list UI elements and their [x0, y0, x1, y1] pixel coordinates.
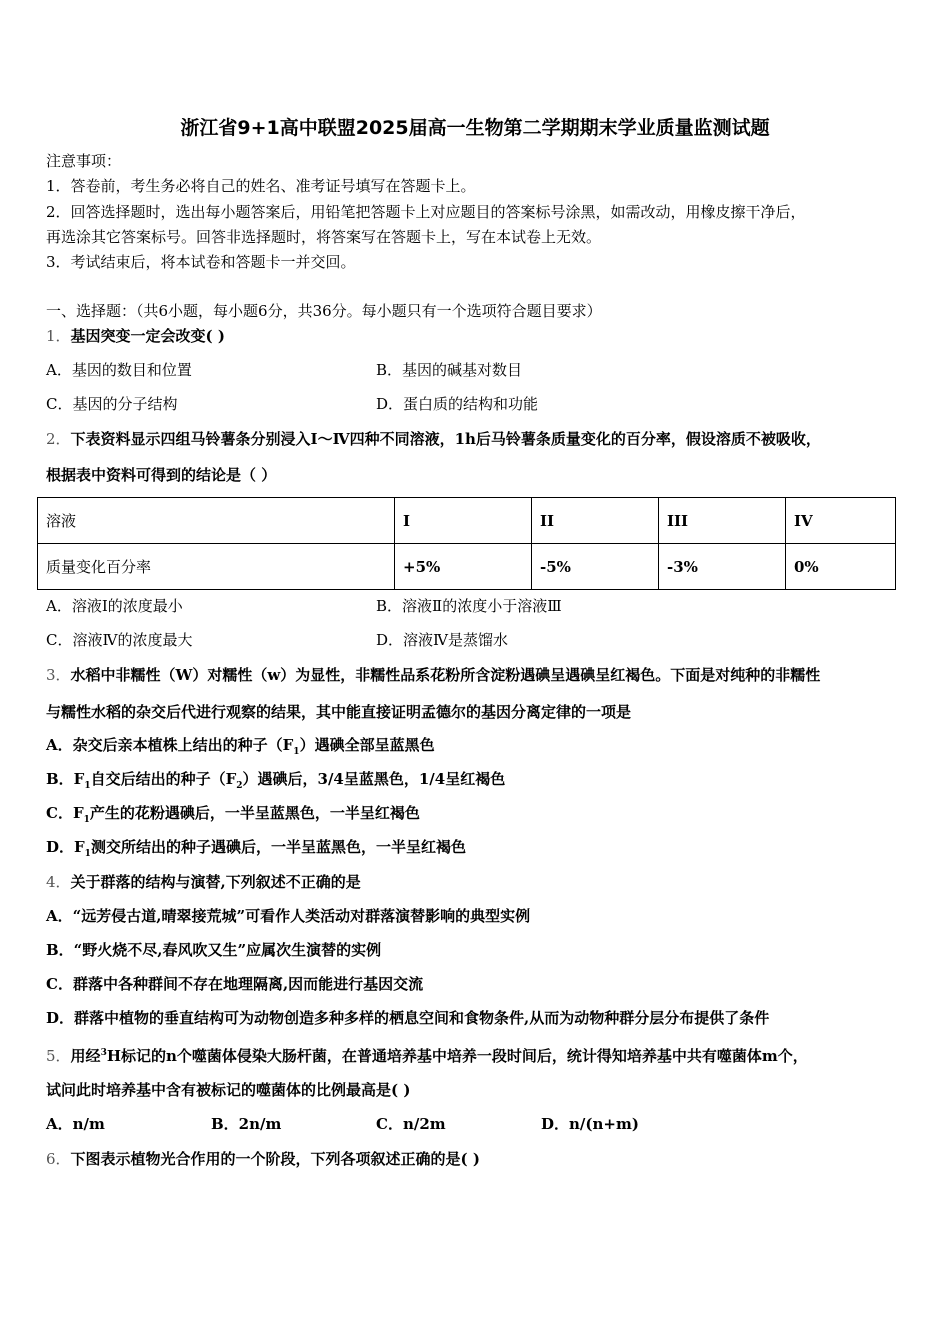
question-stem: 用经 — [70, 1047, 101, 1065]
table-cell: -3% — [659, 544, 786, 590]
question-stem-cont: 根据表中资料可得到的结论是（ ） — [46, 466, 277, 484]
question-number: 3． — [46, 666, 71, 684]
question-stem-cont: 试问此时培养基中含有被标记的噬菌体的比例最高是( ) — [46, 1081, 411, 1099]
data-table — [37, 497, 896, 590]
table-row — [38, 544, 896, 590]
question-stem-cont: 与糯性水稻的杂交后代进行观察的结果，其中能直接证明孟德尔的基因分离定律的一项是 — [46, 703, 632, 721]
table-cell: I — [395, 498, 532, 544]
question-stem: 基因突变一定会改变( ) — [70, 327, 225, 345]
table-cell: -5% — [532, 544, 659, 590]
table-cell: 质量变化百分率 — [38, 544, 395, 590]
option-text: A．杂交后亲本植株上结出的种子（F — [46, 736, 294, 754]
q3-option-b — [46, 769, 505, 796]
subscript: 1 — [84, 781, 91, 791]
option-text: ）遇碘后，3/4呈蓝黑色，1/4呈红褐色 — [242, 770, 506, 788]
question-number: 1． — [46, 327, 71, 345]
option-text: 测交所结出的种子遇碘后，一半呈蓝黑色，一半呈红褐色 — [90, 838, 466, 856]
q5-option-d: D．n/(n+m) — [541, 1115, 639, 1133]
table-cell: III — [659, 498, 786, 544]
table-row — [38, 498, 896, 544]
subscript: 1 — [84, 849, 91, 859]
table-cell: 0% — [786, 544, 896, 590]
question-4 — [46, 872, 361, 892]
option-text: C．F — [46, 804, 84, 822]
section-heading: 一、选择题：（共6小题，每小题6分，共36分。每小题只有一个选项符合题目要求） — [46, 302, 602, 320]
question-5 — [46, 1043, 808, 1066]
question-1 — [46, 326, 225, 346]
table-cell: IV — [786, 498, 896, 544]
question-stem: 水稻中非糯性（W）对糯性（w）为显性，非糯性品系花粉所含淀粉遇碘呈遇碘呈红褐色。下面是对纯种的非糯性 — [70, 666, 821, 684]
option-text: 自交后结出的种子（F — [90, 770, 237, 788]
q5-option-c: C．n/2m — [376, 1115, 446, 1133]
superscript: 3 — [100, 1048, 107, 1058]
q4-option-c: C．群落中各种群间不存在地理隔离,因而能进行基因交流 — [46, 975, 424, 993]
q4-option-d: D．群落中植物的垂直结构可为动物创造多种多样的栖息空间和食物条件,从而为动物种群分层分布提供了条件 — [46, 1009, 770, 1027]
question-6 — [46, 1149, 480, 1169]
question-number: 4． — [46, 873, 71, 891]
q2-option-c: C．溶液Ⅳ的浓度最大 — [46, 631, 193, 649]
question-2 — [46, 429, 821, 449]
option-text: ）遇碘全部呈蓝黑色 — [299, 736, 435, 754]
q5-option-b: B．2n/m — [211, 1115, 282, 1133]
question-number: 5． — [46, 1047, 71, 1065]
question-number: 2． — [46, 430, 71, 448]
question-number: 6． — [46, 1150, 71, 1168]
q1-option-a: A．基因的数目和位置 — [46, 361, 192, 379]
q3-option-d — [46, 837, 466, 864]
question-stem: 下图表示植物光合作用的一个阶段，下列各项叙述正确的是( ) — [70, 1150, 480, 1168]
q3-option-c — [46, 803, 420, 830]
q1-option-d: D．蛋白质的结构和功能 — [376, 395, 539, 413]
option-text: D．F — [46, 838, 85, 856]
question-stem: H标记的n个噬菌体侵染大肠杆菌，在普通培养基中培养一段时间后，统计得知培养基中共有噬菌体m个， — [106, 1047, 808, 1065]
notice-item: 3．考试结束后，将本试卷和答题卡一并交回。 — [46, 253, 356, 271]
notice-item: 1．答卷前，考生务必将自己的姓名、准考证号填写在答题卡上。 — [46, 177, 476, 195]
q1-option-b: B．基因的碱基对数目 — [376, 361, 523, 379]
q5-option-a: A．n/m — [46, 1115, 105, 1133]
q1-option-c: C．基因的分子结构 — [46, 395, 178, 413]
notice-item: 2．回答选择题时，选出每小题答案后，用铅笔把答题卡上对应题目的答案标号涂黑，如需改动，用橡皮擦干净后， — [46, 203, 806, 221]
notice-heading: 注意事项： — [46, 152, 122, 170]
question-stem: 关于群落的结构与演替,下列叙述不正确的是 — [70, 873, 361, 891]
table-cell: +5% — [395, 544, 532, 590]
subscript: 1 — [293, 747, 300, 757]
q2-option-b: B．溶液Ⅱ的浓度小于溶液Ⅲ — [376, 597, 562, 615]
notice-item: 再选涂其它答案标号。回答非选择题时，将答案写在答题卡上，写在本试卷上无效。 — [46, 228, 602, 246]
q2-option-a: A．溶液Ⅰ的浓度最小 — [46, 597, 183, 615]
option-text: 产生的花粉遇碘后，一半呈蓝黑色，一半呈红褐色 — [89, 804, 420, 822]
subscript: 2 — [236, 781, 243, 791]
q4-option-b: B．“野火烧不尽,春风吹又生”应属次生演替的实例 — [46, 941, 382, 959]
table-cell: II — [532, 498, 659, 544]
question-3 — [46, 665, 820, 685]
option-text: B．F — [46, 770, 85, 788]
page-title: 浙江省9+1高中联盟2025届高一生物第二学期期末学业质量监测试题 — [180, 117, 770, 139]
subscript: 1 — [83, 815, 90, 825]
q4-option-a: A．“远芳侵古道,晴翠接荒城”可看作人类活动对群落演替影响的典型实例 — [46, 907, 531, 925]
q3-option-a — [46, 735, 435, 762]
question-stem: 下表资料显示四组马铃薯条分别浸入Ⅰ～Ⅳ四种不同溶液，1h后马铃薯条质量变化的百分率，假设溶质不被吸收， — [70, 430, 821, 448]
q2-option-d: D．溶液Ⅳ是蒸馏水 — [376, 631, 509, 649]
table-cell: 溶液 — [38, 498, 395, 544]
